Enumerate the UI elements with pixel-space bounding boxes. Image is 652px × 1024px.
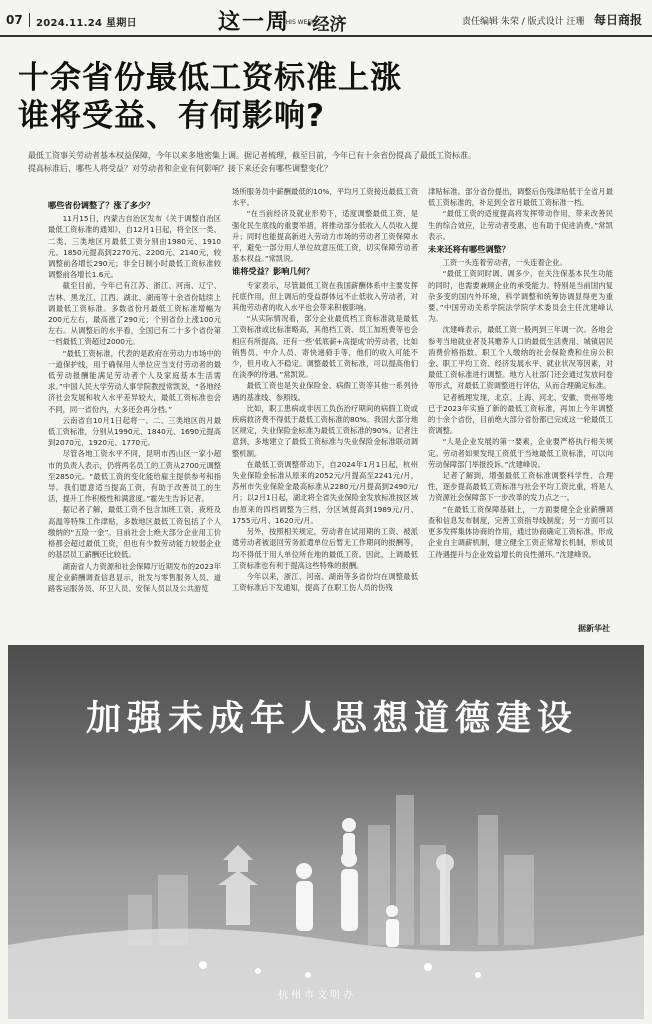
newspaper-name: 每日商报 bbox=[594, 13, 643, 27]
body-paragraph: “人是企业发展的第一要素，企业要严格执行相关规定。劳动者如果发现工资低于当地最低工资标准，可以向劳动保障部门举报投诉。”沈建峰说。 bbox=[428, 437, 613, 469]
body-paragraph: 云南省自10月1日起将一、二、三类地区的月最低工资标准，分别从1990元、1840元、1690元提高到2070元、1920元、1770元。 bbox=[48, 415, 221, 448]
body-paragraph: “最低工资的适度提高将发挥带动作用，带来改善民生的综合效应，让劳动者受惠，也有助于促进消费。”常凯表示。 bbox=[428, 209, 613, 241]
section-subhead: 谁将受益？影响几何？ bbox=[232, 266, 314, 277]
editor-credits: 责任编辑 朱荣 / 版式设计 汪珊 bbox=[462, 17, 585, 27]
body-paragraph: “在最低工资保障基础上，一方面要健全企业薪酬调查和信息发布制度，完善工资指导线制度；另一方面可以更多发挥集体协商的作用，通过协商确定工资标准，形成企业自主调薪机制，建立健全工资正常增长机制，形成员工待遇提升与企业效益增长的良性循环。”沈建峰说。 bbox=[428, 504, 613, 559]
lead-line-1: 最低工资事关劳动者基本权益保障，今年以来多地密集上调。据记者梳理，截至目前，今年已有十余省份提高了最低工资标准。 bbox=[28, 151, 476, 160]
body-paragraph: 专家表示，尽管最低工资在我国薪酬体系中主要发挥托底作用，但上调后的受益群体远不止低收入劳动者，对其他劳动者的收入水平也会带来积极影响。 bbox=[232, 280, 418, 313]
pagoda-left bbox=[218, 845, 258, 925]
body-paragraph: 另外，按照相关规定，劳动者在试用期的工资、被派遣劳动者被退回劳务派遣单位后暂无工作期间的报酬等，均不得低于用人单位所在地的最低工资。因此，上调最低工资标准也有利于提高这些特殊的报酬。 bbox=[232, 527, 418, 570]
page-header bbox=[0, 0, 652, 40]
header-rule bbox=[0, 35, 652, 37]
body-paragraph: 今年以来，浙江、河南、湖南等多省份均在调整最低工资标准后下发通知，提高了在职工伤人员的伤残 bbox=[232, 571, 418, 593]
city-skyline bbox=[128, 795, 534, 945]
headline-line-2: 谁将受益、有何影响? bbox=[18, 98, 325, 134]
body-paragraph: “在当前经济及就业形势下，适度调整最低工资，是强化民生底线的重要举措，将推动部分低收入人员收入提升；同时也能提高新进入劳动力市场的劳动者工资保障水平，避免一部分用人单位故意压低工资，切实保障劳动者基本权益。”常凯说。 bbox=[232, 209, 418, 264]
issue-date: 2024.11.24 星期日 bbox=[36, 18, 137, 29]
article-column-2 bbox=[232, 186, 418, 628]
article-lead bbox=[28, 149, 628, 175]
article-column-3 bbox=[428, 186, 613, 628]
section-subhead: 哪些省份调整了？涨了多少？ bbox=[48, 200, 155, 210]
article-column-1 bbox=[48, 198, 221, 628]
body-paragraph: 最低工资也是失业保险金、病假工资等其他一系列待遇的基准线、参照线。 bbox=[232, 381, 418, 402]
section-subhead: 未来还将有哪些调整？ bbox=[428, 244, 510, 255]
body-paragraph: 尽管各地工资水平不同，昆明市西山区一家小超市的负责人表示，仍将两名员工的工资从2700元调整至2850元。“最低工资的变化能给雇主提供参考和指导。我们愿意适当提高工资，有助于改善员工的生活，提升工作积极性和满意度。”霍先生告诉记者。 bbox=[48, 449, 221, 504]
hill-foreground bbox=[8, 929, 644, 1019]
lead-line-2: 提高标准后，哪些人将受益？对劳动者和企业有何影响？接下来还会有哪些调整变化？ bbox=[28, 164, 332, 173]
column-title-en: THIS WEEK bbox=[282, 19, 316, 26]
headline-line-1: 十余省份最低工资标准上涨 bbox=[18, 60, 402, 96]
article-byline: 据新华社 bbox=[578, 624, 610, 633]
body-paragraph: 湖南省人力资源和社会保障厅近期发布的2023年度企业薪酬调查信息显示，批发与零售服务人员、道路客运服务员、环卫人员、安保人员以及公共游览 bbox=[48, 561, 221, 593]
public-service-banner bbox=[8, 645, 644, 1019]
body-paragraph: 据记者了解，最低工资不包含加班工资、夜班及高温等特殊工作津贴，多数地区最低工资包括了个人缴纳的“五险一金”。目前社会上绝大部分企业用工价格都会超过最低工资，但也有少数劳动能力较弱企业的基层员工薪酬还比较低。 bbox=[48, 505, 221, 560]
body-paragraph: “最低工资标准，代表的是政府在劳动力市场中的一道保护线，用于确保用人单位应当支付劳动者的最低劳动报酬能满足劳动者个人及家庭基本生活需求。”中国人民大学劳动人事学院教授常凯说，“各地经济社会发展和收入水平差异较大，最低工资标准也会不同，同一省份内，大多还会再分档。” bbox=[48, 348, 221, 414]
body-paragraph: 记者梳理发现，北京、上海、河北、安徽、贵州等地已于2023年实施了新的最低工资标准，再加上今年调整的十余个省份，目前绝大部分省份都已完成这一轮最低工资调整。 bbox=[428, 392, 613, 436]
column-title: 这一周 bbox=[218, 10, 291, 35]
body-paragraph: 沈建峰表示，最低工资一般两到三年调一次。各地会参考当地就业者及其赡养人口的最低生活费用、城镇居民消费价格指数、职工个人缴纳的社会保险费和住房公积金、职工平均工资、经济发展水平、就业状况等因素，对最低工资标准进行调整。地方人社部门还会通过发放问卷等形式，对最低工资调整进行评估，从而合理确定标准。 bbox=[428, 325, 613, 391]
body-paragraph: 截至目前，今年已有江苏、浙江、河南、辽宁、吉林、黑龙江、江西、湖北、湖南等十余省份陆续上调最低工资标准。多数省份月最低工资标准增幅为200元左右，最高涨了290元；个别省份上涨100元左右。从调整后的水平看，全国已有二十多个省份第一档最低工资超过2000元。 bbox=[48, 281, 221, 347]
banner-credit: 杭州市文明办 bbox=[278, 990, 356, 1001]
body-paragraph: 11月15日，内蒙古自治区发布《关于调整自治区最低工资标准的通知》，自12月1日起，将全区一类、二类、三类地区月最低工资分别由1980元、1910元、1850元提高到2270元、2200元、2140元，较调整前各增长290元；非全日制小时最低工资标准较调整前各增长1.6元。 bbox=[48, 214, 221, 280]
page-number: 07 bbox=[6, 13, 23, 27]
body-paragraph: 比如，职工患病或非因工负伤治疗期间的病假工资或疾病救济费不得低于最低工资标准的80%。我国大部分地区规定，失业保险金标准为最低工资标准的90%。记者注意到，多地建立了最低工资标准与失业保险金标准联动调整机制。 bbox=[232, 403, 418, 458]
body-paragraph: “最低工资同时调、调多少，在关注保基本民生功能的同时，也需要兼顾企业的承受能力。特别是当前国内复杂多变的国内外环境，科学调整和统筹协调显得更为重要。”中国劳动关系学院法学院学术委员会主任沈建峰认为。 bbox=[428, 269, 613, 324]
banner-title: 加强未成年人思想道德建设 bbox=[86, 699, 579, 739]
body-paragraph: 工资一头连着劳动者，一头连着企业。 bbox=[442, 258, 567, 268]
body-paragraph: 津贴标准。部分省份提出，调整后伤残津贴低于全省月最低工资标准的，补足到全省月最低工资标准一档。 bbox=[428, 187, 613, 208]
header-divider bbox=[29, 13, 30, 27]
body-paragraph: 场所服务员中薪酬最低的10%，平均月工资接近最低工资水平。 bbox=[232, 187, 418, 208]
section-name: ·经济 bbox=[306, 15, 347, 35]
body-paragraph: 记者了解到，增强最低工资标准调整科学性、合理性，逐步提高最低工资标准与社会平均工资比重，将是人力资源社会保障部下一步改革的发力点之一。 bbox=[428, 471, 613, 503]
body-paragraph: 在最低工资调整带动下，自2024年1月1日起，杭州失业保险金标准从原来的2052元/月提高至2241元/月，苏州市失业保险金最高标准从2280元/月提高到2490元/月；以2月1日起，湖北将全省失业保险金发放标准按区域由原来的四档调整为三档，分区域提高到1989元/月、1755元/月、1620元/月。 bbox=[232, 459, 418, 525]
body-paragraph: “从实际情况看，部分企业最低档工资标准就是最低工资标准或比标准略高，其他档工资、员工加班费等也会相应有所提高。还有一些‘低底薪+高提成’的劳动者，比如销售员、中介人员、寄快递骑手等，他们的收入可能不少，但月收入不稳定。调整最低工资标准，可以提高他们在淡季的待遇。”常凯说。 bbox=[232, 314, 418, 380]
